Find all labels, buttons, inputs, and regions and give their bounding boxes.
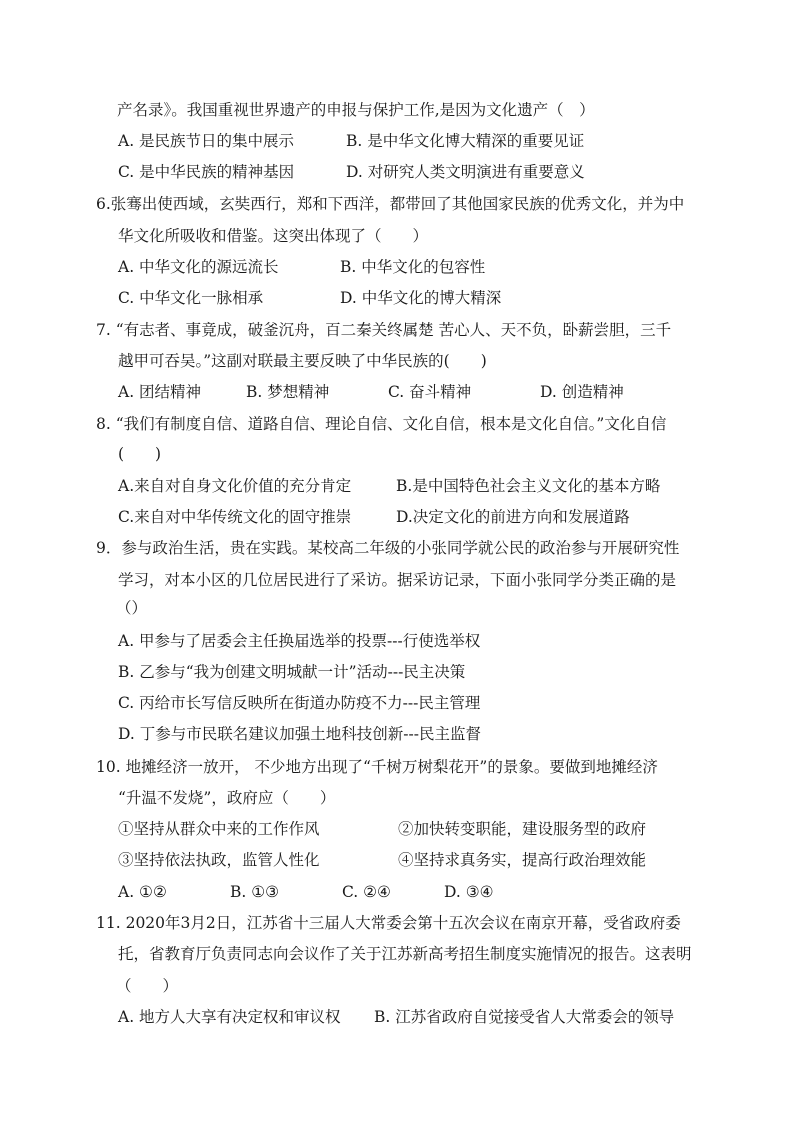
q8-stem-line-2: ( )	[118, 445, 162, 463]
q9-stem-line-2: 学习，对本小区的几位居民进行了采访。据采访记录，下面小张同学分类正确的是	[118, 571, 677, 589]
q10-option-b: B. ①③	[230, 883, 280, 901]
q11-stem-line-2: 托，省教育厅负责同志向会议作了关于江苏新高考招生制度实施情况的报告。这表明	[118, 945, 692, 963]
q10-option-c: C. ②④	[342, 883, 391, 901]
q5-option-b: B. 是中华文化博大精深的重要见证	[346, 132, 585, 150]
q5-option-d: D. 对研究人类文明演进有重要意义	[346, 163, 585, 181]
q11-stem-line-3: （ ）	[116, 977, 179, 995]
q11-option-a: A. 地方人大享有决定权和审议权	[118, 1008, 341, 1026]
q7-option-c: C. 奋斗精神	[388, 383, 472, 401]
q10-statement-2: ②加快转变职能，建设服务型的政府	[398, 820, 647, 838]
q11-option-b: B. 江苏省政府自觉接受省人大常委会的领导	[374, 1008, 675, 1026]
q10-option-a: A. ①②	[118, 883, 167, 901]
q7-stem-line-2: 越甲可吞吴。”这副对联最主要反映了中华民族的( )	[118, 352, 487, 370]
q7-option-a: A. 团结精神	[118, 383, 202, 401]
q8-option-a: A.来自对自身文化价值的充分肯定	[118, 477, 352, 495]
q8-option-d: D.决定文化的前进方向和发展道路	[396, 508, 630, 526]
q6-option-d: D. 中华文化的博大精深	[340, 289, 502, 307]
q7-option-b: B. 梦想精神	[246, 383, 330, 401]
q10-stem-line-2: “升温不发烧”，政府应（ ）	[118, 789, 336, 807]
q10-stem-line-1: 10. 地摊经济一放开， 不少地方出现了“千树万树梨花开”的景象。要做到地摊经济	[96, 758, 658, 776]
q6-option-b: B. 中华文化的包容性	[340, 258, 486, 276]
q5-stem: 产名录》。我国重视世界遗产的申报与保护工作,是因为文化遗产（ ）	[117, 101, 595, 119]
q5-option-c: C. 是中华民族的精神基因	[118, 163, 295, 181]
q9-option-d: D. 丁参与市民联名建议加强土地科技创新---民主监督	[118, 725, 481, 743]
q6-option-a: A. 中华文化的源远流长	[118, 258, 279, 276]
q11-stem-line-1: 11. 2020年3月2日，江苏省十三届人大常委会第十五次会议在南京开幕，受省政府委	[96, 914, 681, 932]
q9-option-b: B. 乙参与“我为创建文明城献一计”活动---民主决策	[118, 663, 466, 681]
q10-option-d: D. ③④	[444, 883, 494, 901]
q7-stem-line-1: 7. “有志者、事竟成，破釜沉舟，百二秦关终属楚 苦心人、天不负，卧薪尝胆，三千	[96, 321, 672, 339]
q6-stem-line-2: 华文化所吸收和借鉴。这突出体现了（ ）	[118, 227, 429, 245]
q9-stem-line-1: 9．参与政治生活，贵在实践。某校高二年级的小张同学就公民的政治参与开展研究性	[96, 539, 680, 557]
q9-stem-line-3: （）	[116, 599, 148, 617]
q10-statement-1: ①坚持从群众中来的工作作风	[118, 820, 320, 838]
q5-option-a: A. 是民族节日的集中展示	[118, 132, 295, 150]
q7-option-d: D. 创造精神	[540, 383, 624, 401]
q8-stem-line-1: 8. “我们有制度自信、道路自信、理论自信、文化自信，根本是文化自信。”文化自信	[96, 415, 667, 433]
q6-option-c: C. 中华文化一脉相承	[118, 289, 264, 307]
q9-option-c: C. 丙给市长写信反映所在街道办防疫不力---民主管理	[118, 694, 481, 712]
q9-option-a: A. 甲参与了居委会主任换届选举的投票---行使选举权	[118, 632, 481, 650]
q8-option-c: C.来自对中华传统文化的固守推崇	[118, 508, 352, 526]
q10-statement-3: ③坚持依法执政，监管人性化	[118, 851, 320, 869]
q10-statement-4: ④坚持求真务实，提高行政治理效能	[398, 851, 647, 869]
q8-option-b: B.是中国特色社会主义文化的基本方略	[396, 477, 661, 495]
q6-stem-line-1: 6.张骞出使西域，玄奘西行，郑和下西洋，都带回了其他国家民族的优秀文化，并为中	[96, 195, 685, 213]
